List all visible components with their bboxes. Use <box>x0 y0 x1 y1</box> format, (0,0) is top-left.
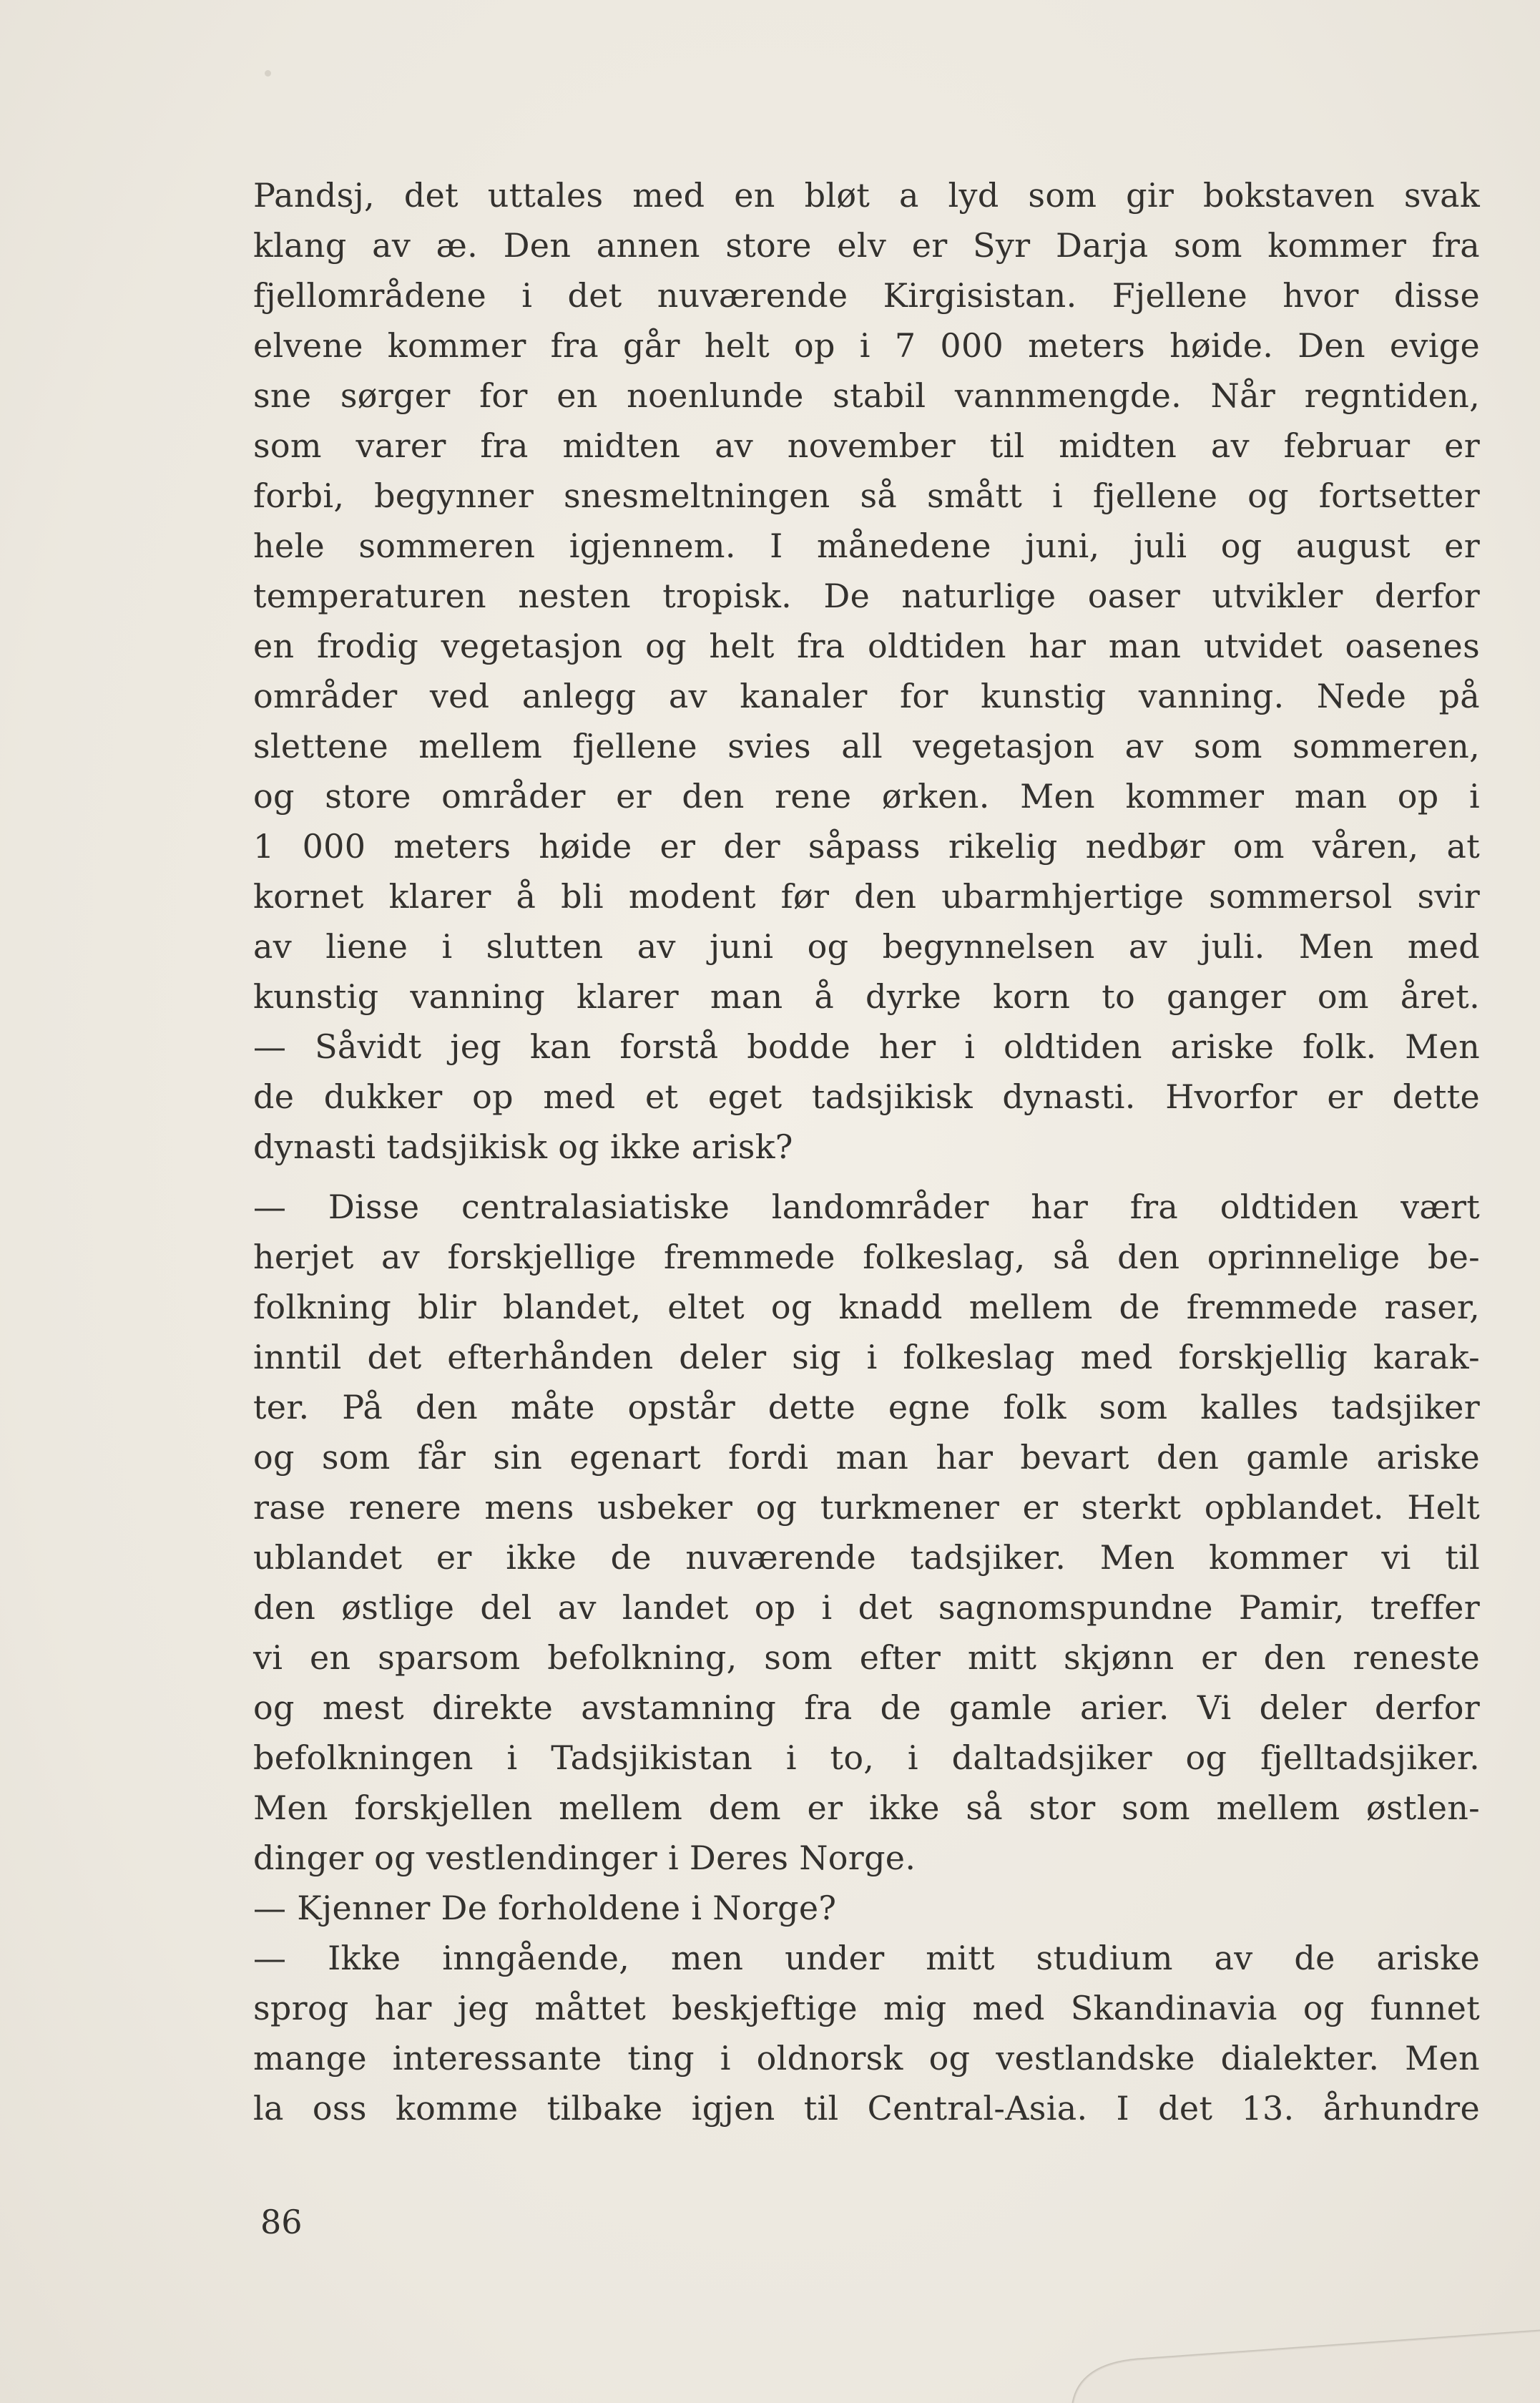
text-line: temperaturen nesten tropisk. De naturlige oaser utvikler derfor <box>253 577 1480 615</box>
text-line: Pandsj, det uttales med en bløt a lyd som gir bokstaven svak <box>253 176 1480 215</box>
text-line: som varer fra midten av november til midten av februar er <box>253 426 1480 465</box>
text-line: de dukker op med et eget tadsjikisk dynasti. Hvorfor er dette <box>253 1077 1480 1116</box>
text-line: sne sørger for en noenlunde stabil vannmengde. Når regntiden, <box>253 376 1480 415</box>
text-line: — Ikke inngående, men under mitt studium av de ariske <box>253 1939 1480 1977</box>
text-line: herjet av forskjellige fremmede folkeslag, så den oprinnelige be- <box>253 1238 1480 1276</box>
body-text <box>253 170 1480 2133</box>
text-line: områder ved anlegg av kanaler for kunstig vanning. Nede på <box>253 677 1480 715</box>
text-line: Men forskjellen mellem dem er ikke så stor som mellem østlen- <box>253 1788 1480 1827</box>
text-line: og mest direkte avstamning fra de gamle arier. Vi deler derfor <box>253 1688 1480 1727</box>
text-line: kunstig vanning klarer man å dyrke korn to ganger om året. <box>253 977 1480 1016</box>
text-line: sprog har jeg måttet beskjeftige mig med Skandinavia og funnet <box>253 1989 1480 2027</box>
text-line: en frodig vegetasjon og helt fra oldtiden har man utvidet oasenes <box>253 627 1480 665</box>
text-line: vi en sparsom befolkning, som efter mitt skjønn er den reneste <box>253 1638 1480 1677</box>
text-line: ter. På den måte opstår dette egne folk som kalles tadsjiker <box>253 1388 1480 1426</box>
text-line: kornet klarer å bli modent før den ubarmhjertige sommersol svir <box>253 877 1480 916</box>
text-line: 1 000 meters høide er der såpass rikelig nedbør om våren, at <box>253 827 1480 866</box>
text-line: den østlige del av landet op i det sagnomspundne Pamir, treffer <box>253 1588 1480 1627</box>
text-line: inntil det efterhånden deler sig i folkeslag med forskjellig karak- <box>253 1338 1480 1376</box>
text-line: av liene i slutten av juni og begynnelsen av juli. Men med <box>253 927 1480 966</box>
page-number: 86 <box>260 2203 303 2241</box>
text-line: dinger og vestlendinger i Deres Norge. <box>253 1839 916 1877</box>
text-line: — Disse centralasiatiske landområder har fra oldtiden vært <box>253 1188 1480 1226</box>
paper-speck <box>265 70 271 77</box>
text-line: folkning blir blandet, eltet og knadd mellem de fremmede raser, <box>253 1288 1480 1326</box>
text-line: hele sommeren igjennem. I månedene juni, juli og august er <box>253 527 1480 565</box>
text-line: elvene kommer fra går helt op i 7 000 meters høide. Den evige <box>253 326 1480 365</box>
text-line: rase renere mens usbeker og turkmener er sterkt opblandet. Helt <box>253 1488 1480 1527</box>
text-line: mange interessante ting i oldnorsk og vestlandske dialekter. Men <box>253 2039 1480 2077</box>
page-corner-curl <box>1059 2289 1540 2403</box>
text-line: slettene mellem fjellene svies all vegetasjon av som sommeren, <box>253 727 1480 765</box>
text-line: — Såvidt jeg kan forstå bodde her i oldtiden ariske folk. Men <box>253 1027 1480 1066</box>
text-line: dynasti tadsjikisk og ikke arisk? <box>253 1127 793 1166</box>
text-line: ublandet er ikke de nuværende tadsjiker. Men kommer vi til <box>253 1538 1480 1577</box>
text-line: fjellområdene i det nuværende Kirgisistan. Fjellene hvor disse <box>253 276 1480 315</box>
text-line: — Kjenner De forholdene i Norge? <box>253 1889 837 1927</box>
text-line: og store områder er den rene ørken. Men kommer man op i <box>253 777 1480 816</box>
text-line: klang av æ. Den annen store elv er Syr Darja som kommer fra <box>253 226 1480 265</box>
text-line: befolkningen i Tadsjikistan i to, i daltadsjiker og fjelltadsjiker. <box>253 1738 1480 1777</box>
text-line: la oss komme tilbake igjen til Central-Asia. I det 13. århundre <box>253 2089 1480 2128</box>
text-line: og som får sin egenart fordi man har bevart den gamle ariske <box>253 1438 1480 1477</box>
text-line: forbi, begynner snesmeltningen så smått i fjellene og fortsetter <box>253 476 1480 515</box>
